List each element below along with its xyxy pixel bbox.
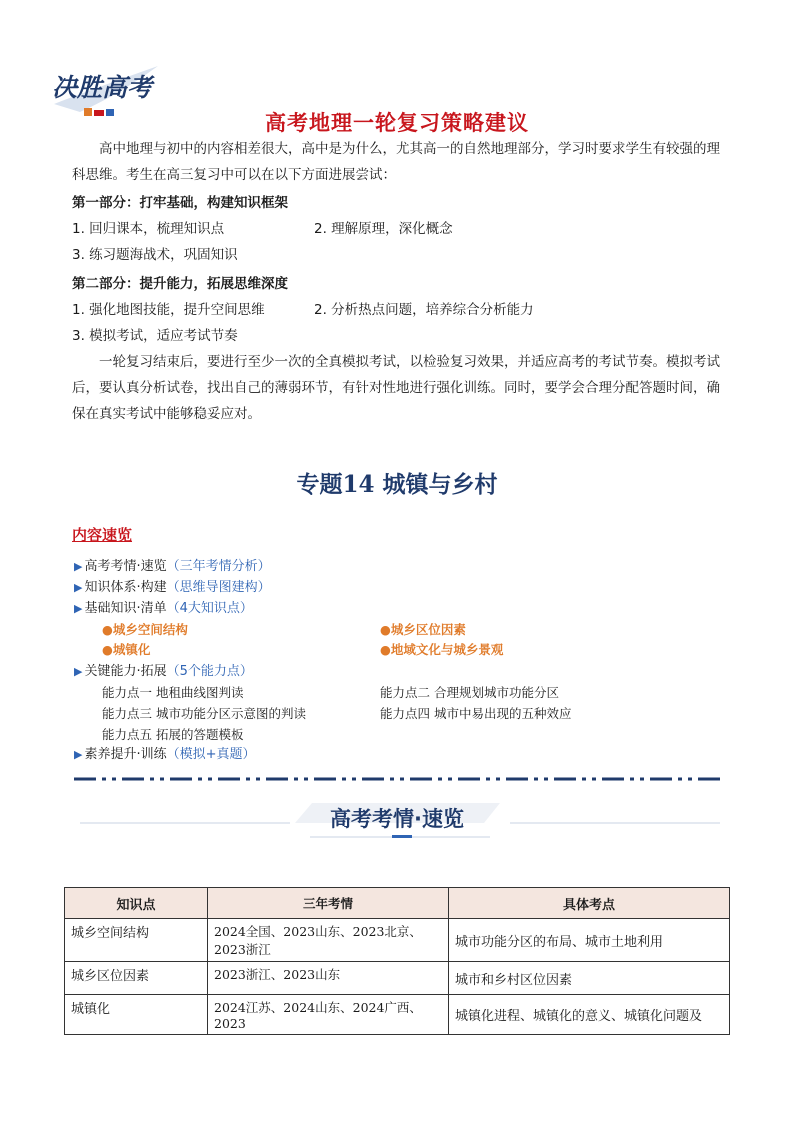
knowledge-point-1: ●城乡空间结构: [102, 622, 188, 637]
part2-item-1: 1. 强化地图技能，提升空间思维: [72, 302, 265, 318]
part2-heading: 第二部分：提升能力，拓展思维深度: [72, 276, 288, 292]
main-title: 高考地理一轮复习策略建议: [265, 111, 529, 135]
topic-title: 专题14 城镇与乡村: [296, 471, 498, 498]
toc-item-5[interactable]: ▶ 素养提升·训练（模拟+真题）: [74, 747, 256, 762]
table-header-row: [65, 888, 730, 919]
table-cell: 城市功能分区的布局、城市土地利用: [449, 919, 730, 962]
dashed-divider: [74, 767, 724, 773]
part1-item-1: 1. 回归课本，梳理知识点: [72, 221, 225, 237]
part2-item-2: 2. 分析热点问题，培养综合分析能力: [314, 302, 534, 318]
exam-analysis-table: [64, 887, 730, 1035]
closing-paragraph: 一轮复习结束后，要进行至少一次的全真模拟考试，以检验复习效果，并适应高考的考试节奏。模拟考试后，要认真分析试卷，找出自己的薄弱环节，有针对性地进行强化训练。同时，要学会合理分配答题时间，确保在真实考试中能够稳妥应对。: [72, 354, 720, 422]
triangle-icon: ▶: [74, 560, 83, 573]
intro-paragraph: 高中地理与初中的内容相差很大，高中是为什么，尤其高一的自然地理部分，学习时要求学生有较强的理科思维。考生在高三复习中可以在以下方面进展尝试：: [72, 141, 720, 183]
table-row: [65, 919, 730, 962]
overview-label: 内容速览: [72, 526, 133, 544]
knowledge-point-2: ●城乡区位因素: [380, 622, 466, 637]
ability-2: 能力点二 合理规划城市功能分区: [380, 685, 559, 700]
knowledge-point-4: ●地域文化与城乡景观: [380, 642, 504, 657]
part1-item-3: 3. 练习题海战术，巩固知识: [72, 247, 238, 263]
table-cell: 城乡空间结构: [65, 919, 208, 962]
table-row: [65, 962, 730, 995]
header-knowledge-point: 知识点: [65, 888, 208, 919]
ability-5: 能力点五 拓展的答题模板: [102, 727, 244, 742]
table-cell: 2024全国、2023山东、2023北京、2023浙江: [208, 919, 449, 962]
header-specific-points: 具体考点: [449, 888, 730, 919]
triangle-icon: ▶: [74, 665, 83, 678]
part1-heading: 第一部分：打牢基础，构建知识框架: [72, 195, 288, 211]
table-cell: 城镇化: [65, 995, 208, 1035]
ability-1: 能力点一 地租曲线图判读: [102, 685, 244, 700]
part2-item-3: 3. 模拟考试，适应考试节奏: [72, 328, 238, 344]
table-cell: 2024江苏、2024山东、2024广西、2023: [208, 995, 449, 1035]
knowledge-point-3: ●城镇化: [102, 642, 151, 657]
table-cell: 2023浙江、2023山东: [208, 962, 449, 995]
table-row: [65, 995, 730, 1035]
ability-4: 能力点四 城市中易出现的五种效应: [380, 706, 572, 721]
banner-title: 高考考情·速览: [330, 807, 464, 831]
toc-item-2[interactable]: ▶ 知识体系·构建（思维导图建构）: [74, 580, 271, 595]
table-cell: 城市和乡村区位因素: [449, 962, 730, 995]
logo-text: 决胜高考: [52, 73, 153, 102]
triangle-icon: ▶: [74, 602, 83, 615]
toc-item-3[interactable]: ▶ 基础知识·清单（4大知识点）: [74, 601, 253, 616]
ability-3: 能力点三 城市功能分区示意图的判读: [102, 706, 306, 721]
triangle-icon: ▶: [74, 748, 83, 761]
table-cell: 城镇化进程、城镇化的意义、城镇化问题及: [449, 995, 730, 1035]
table-cell: 城乡区位因素: [65, 962, 208, 995]
part1-item-2: 2. 理解原理，深化概念: [314, 221, 453, 237]
toc-item-4[interactable]: ▶ 关键能力·拓展（5个能力点）: [74, 664, 253, 679]
header-three-year: 三年考情: [208, 888, 449, 919]
toc-item-1[interactable]: ▶ 高考考情·速览（三年考情分析）: [74, 559, 271, 574]
triangle-icon: ▶: [74, 581, 83, 594]
